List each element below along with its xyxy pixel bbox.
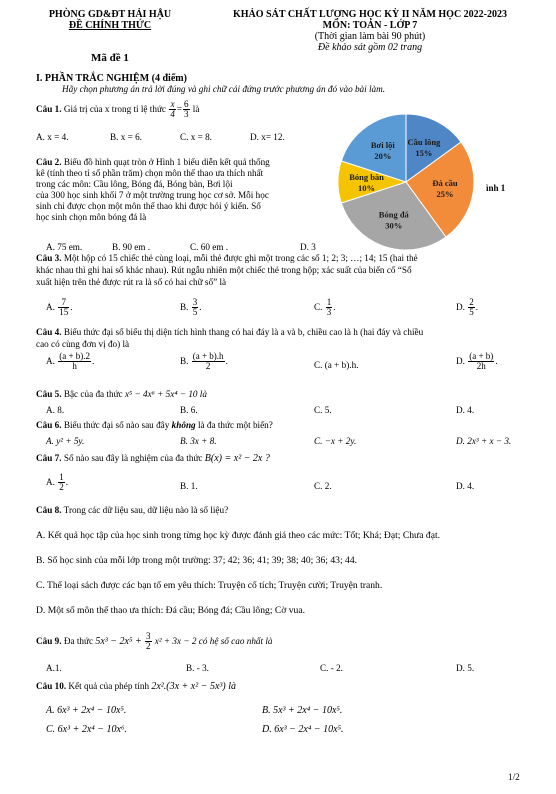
fraction: $\frac{3}{2}$ <box>146 631 151 652</box>
question-text: là đa thức một biến? <box>197 420 273 430</box>
question-label: Câu 8. <box>36 505 62 515</box>
question-text: Kết quả của phép tính <box>68 681 150 691</box>
question-text: Trong các dữ liệu sau, dữ liệu nào là số liệu? <box>63 505 229 515</box>
question-label: Câu 4. <box>36 327 62 337</box>
question-text: Bậc của đa thức <box>63 389 123 399</box>
option-c[interactable]: C. 5. <box>314 405 332 415</box>
pie-slice-label: Cầu lông <box>407 136 441 147</box>
question-8 <box>36 505 228 516</box>
pie-slice-label: Bơi lội <box>370 140 395 151</box>
question-4 <box>36 326 541 350</box>
option-d[interactable]: D. 4. <box>456 405 475 415</box>
exam-time: (Thời gian làm bài 90 phút) <box>314 31 426 42</box>
option-a[interactable]: A. $\frac{(a + b).2}{h}$ . <box>46 351 95 372</box>
question-line: xuất hiện trên thẻ được rút ra là số có hai chữ số” là <box>36 277 227 287</box>
pie-slice-value: 15% <box>415 147 433 158</box>
question-emphasis: không <box>171 420 196 430</box>
option-a[interactable]: A. x = 4. <box>36 132 69 142</box>
question-label: Câu 3. <box>36 253 62 263</box>
option-d[interactable]: D. 3 <box>300 242 316 252</box>
exam-title: KHẢO SÁT CHẤT LƯỢNG HỌC KỲ II NĂM HỌC 2022-2023 <box>233 9 507 20</box>
polynomial-expression: x² + 3x − 2 có hệ số cao nhất là <box>154 636 273 647</box>
option-a[interactable]: A. Kết quả học tập của học sinh trong từng học kỳ được đánh giá theo các mức: Tốt; Khá; Đạt; Chưa đạt. <box>36 530 441 541</box>
question-line: Biểu thức đại số biểu thị diện tích hình thang có hai đáy là a và b, chiều cao là h (hai đáy và chiều <box>63 327 424 337</box>
question-label: Câu 5. <box>36 389 62 399</box>
question-text: Số nào sau đây là nghiệm của đa thức <box>63 453 203 463</box>
option-a[interactable]: A. 75 em. <box>46 242 83 252</box>
question-line: Biểu đồ hình quạt tròn ở Hình 1 biểu diễn kết quả thống <box>63 157 270 167</box>
question-text: Biểu thức đại số nào sau đây <box>63 420 170 430</box>
option-b[interactable]: B. 6. <box>180 405 198 415</box>
option-d[interactable]: D. $\frac{(a + b)}{2h}$ . <box>456 351 498 372</box>
pie-slice-label: Bóng đá <box>378 209 409 220</box>
option-b[interactable]: B. 3x + 8. <box>180 436 217 446</box>
question-9 <box>36 632 273 652</box>
option-d[interactable]: D. 5. <box>456 663 475 673</box>
pie-slice-value: 25% <box>436 189 454 200</box>
official-label: ĐỀ CHÍNH THỨC <box>68 20 152 31</box>
option-d[interactable]: D. 6x³ − 2x⁴ − 10x⁵. <box>262 724 344 735</box>
option-c[interactable]: C. 60 em . <box>190 242 229 252</box>
question-10 <box>36 681 236 693</box>
question-line: Một hộp có 15 chiếc thẻ cùng loại, mỗi thẻ được ghi một trong các số 1; 2; 3; …; 14; 15 (hai thẻ <box>63 253 418 263</box>
option-b[interactable]: B. 90 em . <box>112 242 151 252</box>
option-a[interactable]: A.1. <box>46 663 62 673</box>
exam-code: Mã đề 1 <box>91 52 129 64</box>
section-instruction: Hãy chọn phương án trả lời đúng và ghi chữ cái đứng trước phương án đó vào bài làm. <box>62 84 386 94</box>
question-line: sinh chỉ được chọn một môn thể thao khi được hỏi ý kiến. Số <box>36 201 261 211</box>
question-text: Giá trị của x trong tỉ lệ thức <box>63 104 167 115</box>
section-title: I. PHẦN TRẮC NGHIỆM (4 điểm) <box>36 73 187 84</box>
polynomial-expression: 2x².(3x + x² − 5x³) là <box>151 681 237 692</box>
option-d[interactable]: D. 4. <box>456 481 475 491</box>
option-c[interactable]: C. (a + b).h. <box>314 360 359 370</box>
pie-slice-value: 30% <box>385 220 403 231</box>
fraction: $\frac{6}{3}$ <box>184 99 189 120</box>
option-c[interactable]: C. −x + 2y. <box>314 436 357 446</box>
question-label: Câu 2. <box>36 157 62 167</box>
option-c[interactable]: C. 2. <box>314 481 332 491</box>
option-b[interactable]: B. $\frac{(a + b).h}{2}$ . <box>180 351 228 372</box>
fraction: $\frac{x}{4}$ <box>170 99 175 120</box>
page-number: 1/2 <box>508 772 520 782</box>
pie-slice-value: 10% <box>358 183 376 193</box>
option-b[interactable]: B. x = 6. <box>110 132 142 142</box>
option-d[interactable]: D. 2x³ + x − 3. <box>456 436 512 446</box>
option-a[interactable]: A. $\frac{7}{15}$ . <box>46 297 73 318</box>
polynomial-expression: 5x³ − 2x⁵ + <box>95 636 142 648</box>
option-c[interactable]: C. x = 8. <box>180 132 212 142</box>
option-b[interactable]: B. 5x³ + 2x⁴ − 10x⁵. <box>262 705 343 716</box>
question-label: Câu 1. <box>36 104 62 115</box>
pie-slice-value: 20% <box>374 151 392 162</box>
polynomial-expression: B(x) = x² − 2x ? <box>204 453 270 464</box>
question-line: trong các môn: Cầu lông, Bóng đá, Bóng bàn, Bơi lội <box>36 179 233 189</box>
chart-caption: ình 1 <box>486 183 506 193</box>
question-7 <box>36 453 270 465</box>
option-b[interactable]: B. - 3. <box>186 663 209 673</box>
exam-subject: MÔN: TOÁN - LỚP 7 <box>322 20 418 31</box>
option-c[interactable]: C. Thể loại sách được các bạn tổ em yêu thích: Truyện cổ tích; Truyện cười; Truyện tranh. <box>36 580 383 591</box>
option-a[interactable]: A. 8. <box>46 405 65 415</box>
department-name: PHÒNG GD&ĐT HẢI HẬU <box>48 9 172 20</box>
question-line: của 300 học sinh khối 7 ở một trường trung học cơ sở. Mỗi học <box>36 190 269 200</box>
pie-slice-label: Bóng bàn <box>349 172 384 182</box>
option-d[interactable]: D. x= 12. <box>250 132 285 142</box>
pie-slice-label: Đá cầu <box>432 178 458 189</box>
question-line: học sinh chọn môn bóng đá là <box>36 212 147 222</box>
question-label: Câu 7. <box>36 453 62 463</box>
question-line: khác nhau thì ghi hai số khác nhau). Rút ngẫu nhiên một chiếc thẻ trong hộp; xác suất của biến cố “Số <box>36 265 412 275</box>
pie-chart <box>326 112 486 252</box>
question-label: Câu 9. <box>36 636 62 647</box>
option-a[interactable]: A. y² + 5y. <box>46 436 85 446</box>
question-line: kê (tính theo tỉ số phần trăm) chọn môn thể thao ưa thích nhất <box>36 168 264 178</box>
option-a[interactable]: A. 6x³ + 2x⁴ − 10x⁵. <box>46 705 127 716</box>
polynomial-expression: x⁵ − 4x⁶ + 5x⁴ − 10 là <box>124 389 207 399</box>
option-d[interactable]: D. Một số môn thể thao ưa thích: Đá cầu; Bóng đá; Cầu lông; Cờ vua. <box>36 605 305 616</box>
exam-pages: Đề khảo sát gồm 02 trang <box>317 42 423 53</box>
question-text: Đa thức <box>63 636 94 647</box>
question-3 <box>36 252 541 288</box>
question-label: Câu 10. <box>36 681 67 691</box>
option-b[interactable]: B. $\frac{3}{5}$ . <box>180 297 202 318</box>
option-c[interactable]: C. $\frac{1}{3}$ . <box>314 297 336 318</box>
question-2 <box>36 157 332 223</box>
question-6 <box>36 420 273 431</box>
option-c[interactable]: C. 6x³ + 2x⁴ − 10x⁶. <box>46 724 127 735</box>
question-label: Câu 6. <box>36 420 62 430</box>
option-b[interactable]: B. 1. <box>180 481 198 491</box>
option-a[interactable]: A. $\frac{1}{2}$ . <box>46 472 69 493</box>
option-b[interactable]: B. Số học sinh của mỗi lớp trong một trường: 37; 42; 36; 41; 39; 38; 40; 36; 43; 44. <box>36 555 358 566</box>
question-line: cao có cùng đơn vị đo) là <box>36 339 130 349</box>
question-tail: là <box>192 104 200 115</box>
option-c[interactable]: C. - 2. <box>320 663 343 673</box>
option-d[interactable]: D. $\frac{2}{5}$ . <box>456 297 479 318</box>
question-1: Câu 1. Giá trị của x trong tỉ lệ thức $\frac{x}{4}$ = $\frac{6}{3}$ là <box>36 99 200 120</box>
question-5 <box>36 389 207 400</box>
